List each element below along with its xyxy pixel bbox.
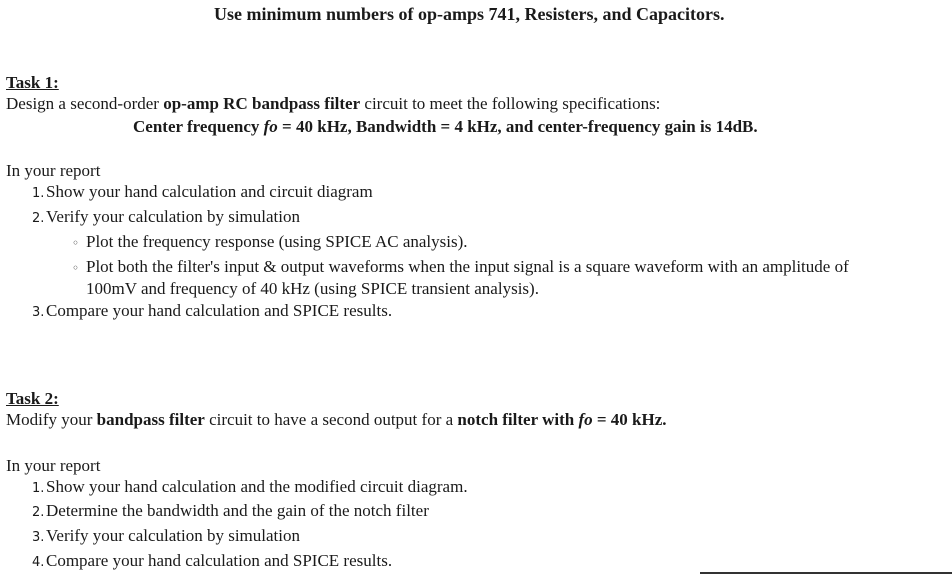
- list-text: Verify your calculation by simulation: [46, 207, 300, 226]
- task2-intro-b: bandpass filter: [96, 410, 205, 429]
- task1-spec-b: = 40 kHz, Bandwidth = 4 kHz, and center-frequency gain is 14dB.: [277, 117, 758, 136]
- page-title: Use minimum numbers of op-amps 741, Resisters, and Capacitors.: [214, 4, 725, 24]
- list-item: [32, 501, 429, 523]
- list-number: 3.: [32, 530, 45, 545]
- sub-list-text: Plot the frequency response (using SPICE AC analysis).: [86, 232, 468, 251]
- task1-intro-pre: Design a second-order: [6, 94, 164, 113]
- task2-intro: [6, 410, 667, 430]
- task1-spec-a: Center frequency: [133, 117, 264, 136]
- task1-spec: [133, 117, 758, 137]
- task2-intro-d: notch filter with: [457, 410, 579, 429]
- sub-list-text: Plot both the filter's input & output waveforms when the input signal is a square waveform with an amplitude of: [86, 257, 849, 276]
- task1-heading: Task 1:: [6, 73, 59, 92]
- list-item: [32, 477, 468, 499]
- bullet-icon: ◦: [72, 236, 80, 250]
- list-number: 1.: [32, 186, 45, 201]
- sub-list-text-continued: 100mV and frequency of 40 kHz (using SPICE transient analysis).: [86, 279, 539, 298]
- list-item: [32, 207, 300, 229]
- task1-intro-post: circuit to meet the following specifications:: [360, 94, 661, 113]
- task2-intro-fo: fo: [578, 410, 593, 429]
- task2-intro-c: circuit to have a second output for a: [204, 410, 458, 429]
- sub-list-item: [72, 257, 849, 278]
- list-item: [32, 301, 392, 323]
- task1-intro: [6, 94, 660, 114]
- task1-report-label: In your report: [6, 161, 101, 180]
- task1-spec-fo: fo: [263, 117, 278, 136]
- task2-intro-e: = 40 kHz.: [592, 410, 667, 429]
- list-number: 2.: [32, 211, 45, 226]
- list-text: Show your hand calculation and circuit diagram: [46, 182, 373, 201]
- bullet-icon: ◦: [72, 261, 80, 275]
- list-number: 3.: [32, 305, 45, 320]
- list-text: Verify your calculation by simulation: [46, 526, 300, 545]
- list-number: 1.: [32, 481, 45, 496]
- list-text: Show your hand calculation and the modified circuit diagram.: [46, 477, 468, 496]
- list-item: [32, 182, 373, 204]
- list-text: Determine the bandwidth and the gain of the notch filter: [46, 501, 429, 520]
- task1-intro-bold: op-amp RC bandpass filter: [163, 94, 361, 113]
- bottom-divider: [700, 572, 952, 574]
- list-number: 2.: [32, 505, 45, 520]
- list-text: Compare your hand calculation and SPICE results.: [46, 551, 393, 570]
- list-text: Compare your hand calculation and SPICE results.: [46, 301, 393, 320]
- task2-report-label: In your report: [6, 456, 101, 475]
- task2-heading: Task 2:: [6, 389, 59, 408]
- list-item: [32, 526, 300, 548]
- list-item: [32, 551, 392, 573]
- list-number: 4.: [32, 555, 45, 570]
- task2-intro-a: Modify your: [6, 410, 97, 429]
- sub-list-item: [72, 232, 468, 253]
